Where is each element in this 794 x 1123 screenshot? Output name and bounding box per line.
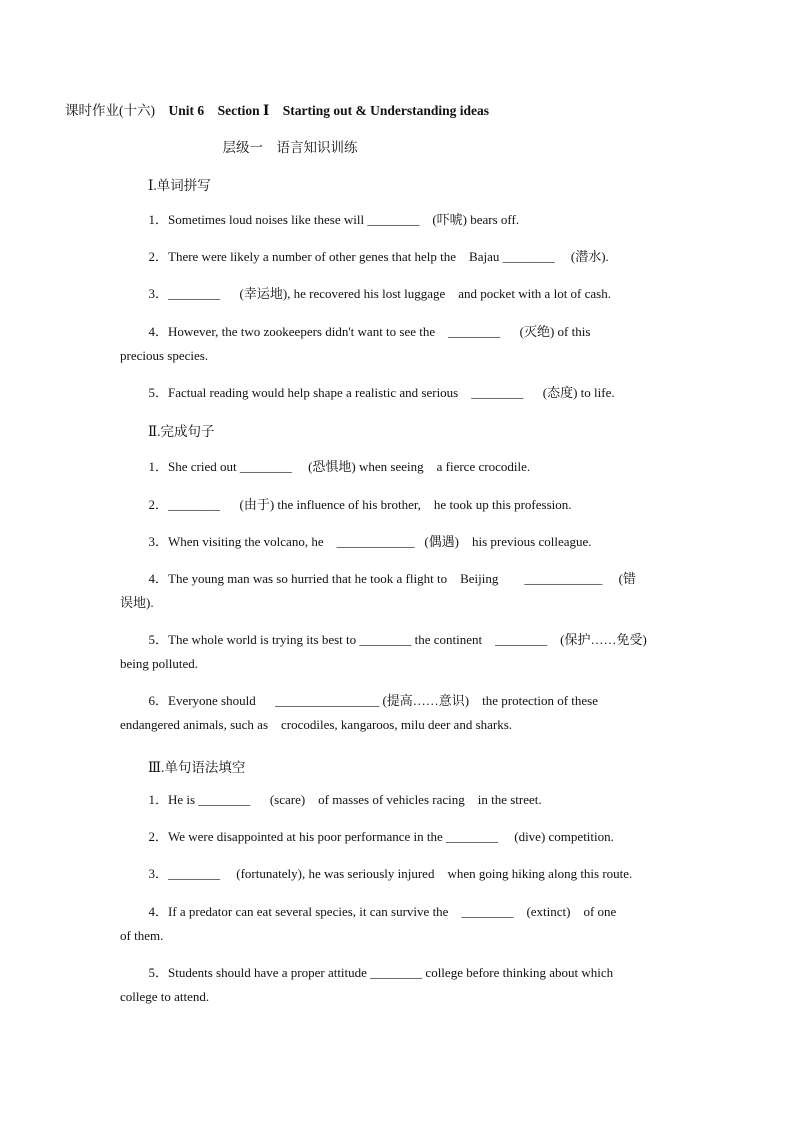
question-number: 2． [148, 249, 168, 264]
question-item [120, 825, 674, 849]
question-text: There were likely a number of other genes that help the Bajau ________ (潜水). [168, 249, 609, 264]
question-number: 6． [148, 693, 168, 708]
question-text: Factual reading would help shape a realistic and serious ________ (态度) to life. [168, 385, 615, 400]
question-item [120, 381, 674, 405]
title-cn: 课时作业(十六) [64, 103, 155, 118]
question-text: The whole world is trying its best to ________ the continent ________ (保护……免受) [168, 632, 647, 647]
question-text: Everyone should ________________ (提高……意识) the protection of these [168, 693, 599, 708]
question-text: Sometimes loud noises like these will ________ (吓唬) bears off. [168, 212, 520, 227]
question-text: However, the two zookeepers didn't want to see the ________ (灭绝) of this [168, 324, 591, 339]
question-number: 1． [148, 459, 168, 474]
question-text: ________ (由于) the influence of his brother, he took up this profession. [168, 497, 572, 512]
question-item [120, 862, 674, 886]
question-number: 5． [148, 965, 168, 980]
question-text-continued: of them. [120, 928, 164, 943]
section-heading: Ⅱ.完成句子 [148, 424, 215, 439]
question-number: 3． [148, 866, 168, 881]
question-number: 3． [148, 286, 168, 301]
question-text: Students should have a proper attitude ________ college before thinking about which [168, 965, 614, 980]
question-text: ________ (fortunately), he was seriously injured when going hiking along this route. [168, 866, 633, 881]
page-title [0, 99, 594, 119]
question-text: We were disappointed at his poor performance in the ________ (dive) competition. [168, 829, 614, 844]
question-text-continued: precious species. [120, 348, 209, 363]
question-item [120, 282, 674, 306]
question-item [120, 493, 674, 517]
question-text-continued: 误地). [120, 595, 154, 610]
question-item [120, 900, 674, 948]
question-item [120, 530, 674, 554]
question-item [120, 245, 674, 269]
question-item [120, 320, 674, 368]
question-item [120, 455, 674, 479]
question-text-continued: being polluted. [120, 656, 198, 671]
question-number: 1． [148, 792, 168, 807]
question-item [120, 788, 674, 812]
question-text: The young man was so hurried that he took a flight to Beijing ____________ (错 [168, 571, 636, 586]
section-heading: Ⅰ.单词拼写 [148, 178, 211, 193]
question-number: 2． [148, 829, 168, 844]
question-text: She cried out ________ (恐惧地) when seeing a fierce crocodile. [168, 459, 531, 474]
title-en: Unit 6 Section Ⅰ Starting out & Understanding ideas [168, 103, 490, 118]
question-number: 3． [148, 534, 168, 549]
question-number: 5． [148, 385, 168, 400]
question-number: 5． [148, 632, 168, 647]
page-subtitle: 层级一 语言知识训练 [222, 140, 358, 155]
question-number: 1． [148, 212, 168, 227]
question-text-continued: college to attend. [120, 989, 210, 1004]
question-number: 4． [148, 324, 168, 339]
question-number: 4． [148, 571, 168, 586]
question-item [120, 628, 674, 676]
question-text-continued: endangered animals, such as crocodiles, kangaroos, milu deer and sharks. [120, 717, 513, 732]
section-heading: Ⅲ.单句语法填空 [148, 760, 246, 775]
question-item [120, 961, 674, 1009]
question-text: When visiting the volcano, he ____________ (偶遇) his previous colleague. [168, 534, 592, 549]
question-number: 4． [148, 904, 168, 919]
question-item [120, 567, 674, 615]
question-number: 2． [148, 497, 168, 512]
question-text: He is ________ (scare) of masses of vehicles racing in the street. [168, 792, 542, 807]
question-item [120, 208, 674, 232]
question-item [120, 689, 674, 737]
question-text: If a predator can eat several species, it can survive the ________ (extinct) of one [168, 904, 617, 919]
question-text: ________ (幸运地), he recovered his lost luggage and pocket with a lot of cash. [168, 286, 611, 301]
